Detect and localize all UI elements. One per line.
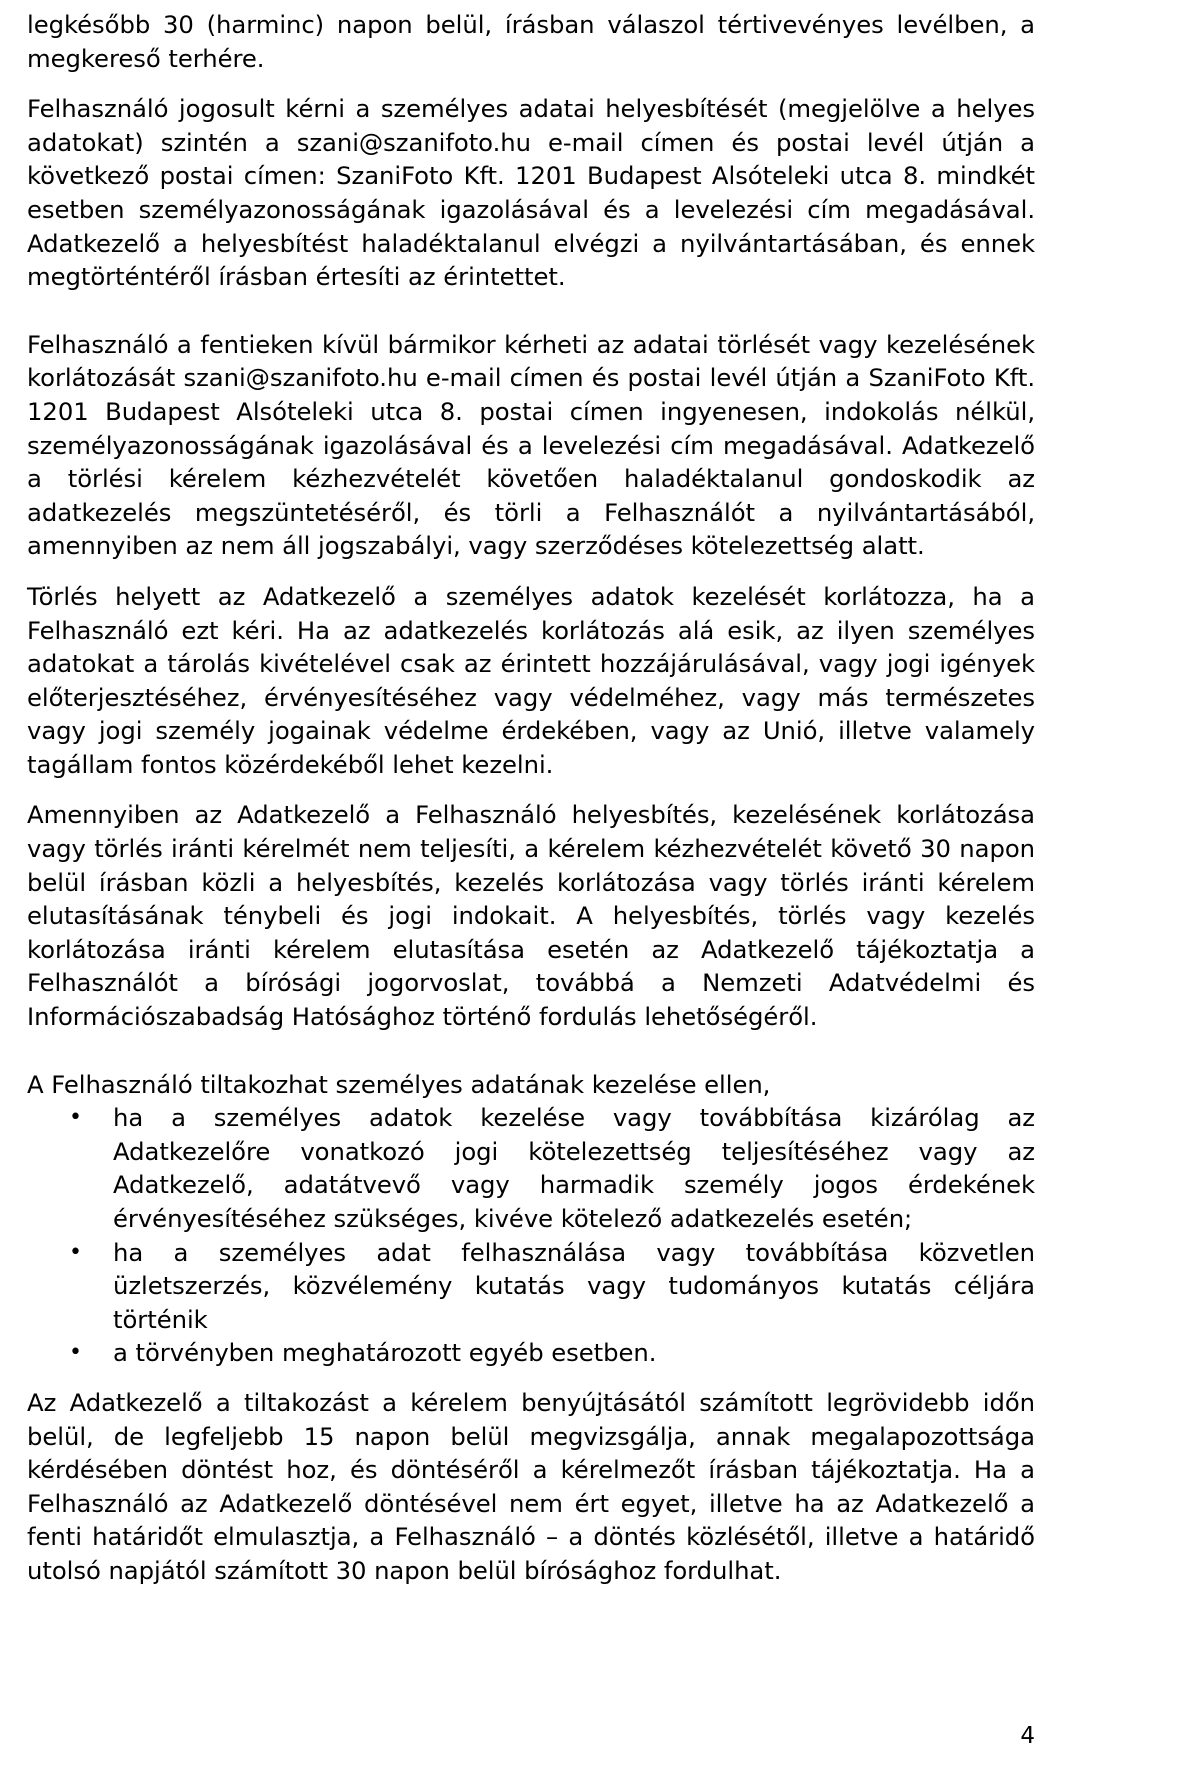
list-item <box>27 1101 1035 1235</box>
list-item-text: ha a személyes adat felhasználása vagy továbbítása közvetlen üzletszerzés, közvélemény kutatás vagy tudományos kutatás céljára történik <box>113 1237 1035 1334</box>
list-item <box>27 1336 1035 1370</box>
paragraph-4: Törlés helyett az Adatkezelő a személyes adatok kezelését korlátozza, ha a Felhasználó ezt kéri. Ha az adatkezelés korlátozás alá esik, az ilyen személyes adatokat a tárolás kivételével csak az érintett hozzájárulásával, vagy jogi igények előterjesztéséhez, érvényesítéséhez vagy védelméhez, vagy más természetes vagy jogi személy jogainak védelme érdekében, vagy az Unió, illetve valamely tagállam fontos közérdekéből lehet kezelni. <box>27 581 1035 779</box>
objection-cases-list <box>27 1101 1035 1370</box>
paragraph-spacer <box>27 294 1035 328</box>
paragraph-spacer <box>27 75 1035 92</box>
paragraph-2: Felhasználó jogosult kérni a személyes adatai helyesbítését (megjelölve a helyes adatokat) szintén a szani@szanifoto.hu e-mail címen és postai levél útján a következő postai címen: SzaniFoto Kft. 1201 Budapest Alsóteleki utca 8. mindkét esetben személyazonosságának igazolásával és a levelezési cím megadásával. Adatkezelő a helyesbítést haladéktalanul elvégzi a nyilvántartásában, és ennek megtörténtéről írásban értesíti az érintettet. <box>27 94 1035 292</box>
list-item <box>27 1236 1035 1337</box>
paragraph-spacer <box>27 781 1035 798</box>
paragraph-spacer <box>27 563 1035 580</box>
bullet-icon: • <box>69 1239 82 1265</box>
list-item-text: a törvényben meghatározott egyéb esetben. <box>113 1338 657 1368</box>
paragraph-3: Felhasználó a fentieken kívül bármikor kérheti az adatai törlését vagy kezelésének korlátozását szani@szanifoto.hu e-mail címen és postai levél útján a SzaniFoto Kft. 1201 Budapest Alsóteleki utca 8. postai címen ingyenesen, indokolás nélkül, személyazonosságának igazolásával és a levelezési cím megadásával. Adatkezelő a törlési kérelem kézhezvételét követően haladéktalanul gondoskodik az adatkezelés megszüntetéséről, és törli a Felhasználót a nyilvántartásából, amennyiben az nem áll jogszabályi, vagy szerződéses kötelezettség alatt. <box>27 329 1035 561</box>
bullet-icon: • <box>69 1105 82 1131</box>
paragraph-6-list-intro: A Felhasználó tiltakozhat személyes adatának kezelése ellen, <box>27 1069 771 1099</box>
page-number: 4 <box>1020 1723 1035 1749</box>
paragraph-5: Amennyiben az Adatkezelő a Felhasználó helyesbítés, kezelésének korlátozása vagy törlés iránti kérelmét nem teljesíti, a kérelem kézhezvételét követő 30 napon belül írásban közli a helyesbítés, kezelés korlátozása vagy törlés iránti kérelem elutasításának ténybeli és jogi indokait. A helyesbítés, törlés vagy kezelés korlátozása iránti kérelem elutasítása esetén az Adatkezelő tájékoztatja a Felhasználót a bírósági jogorvoslat, továbbá a Nemzeti Adatvédelmi és Információszabadság Hatósághoz történő fordulás lehetőségéről. <box>27 800 1035 1032</box>
paragraph-7: Az Adatkezelő a tiltakozást a kérelem benyújtásától számított legrövidebb időn belül, de legfeljebb 15 napon belül megvizsgálja, annak megalapozottsága kérdésében döntést hoz, és döntéséről a kérelmezőt írásban tájékoztatja. Ha a Felhasználó az Adatkezelő döntésével nem ért egyet, illetve ha az Adatkezelő a fenti határidőt elmulasztja, a Felhasználó – a döntés közlésétől, illetve a határidő utolsó napjától számított 30 napon belül bírósághoz fordulhat. <box>27 1387 1035 1585</box>
list-item-text: ha a személyes adatok kezelése vagy továbbítása kizárólag az Adatkezelőre vonatkozó jogi kötelezettség teljesítéséhez vagy az Adatkezelő, adatátvevő vagy harmadik személy jogos érdekének érvényesítéséhez szükséges, kivéve kötelező adatkezelés esetén; <box>113 1103 1035 1233</box>
bullet-icon: • <box>69 1340 82 1366</box>
paragraph-1: legkésőbb 30 (harminc) napon belül, írásban válaszol tértivevényes levélben, a megkereső terhére. <box>27 10 1035 73</box>
page-body <box>27 8 1035 1588</box>
paragraph-spacer <box>27 1034 1035 1068</box>
paragraph-spacer <box>27 1370 1035 1386</box>
